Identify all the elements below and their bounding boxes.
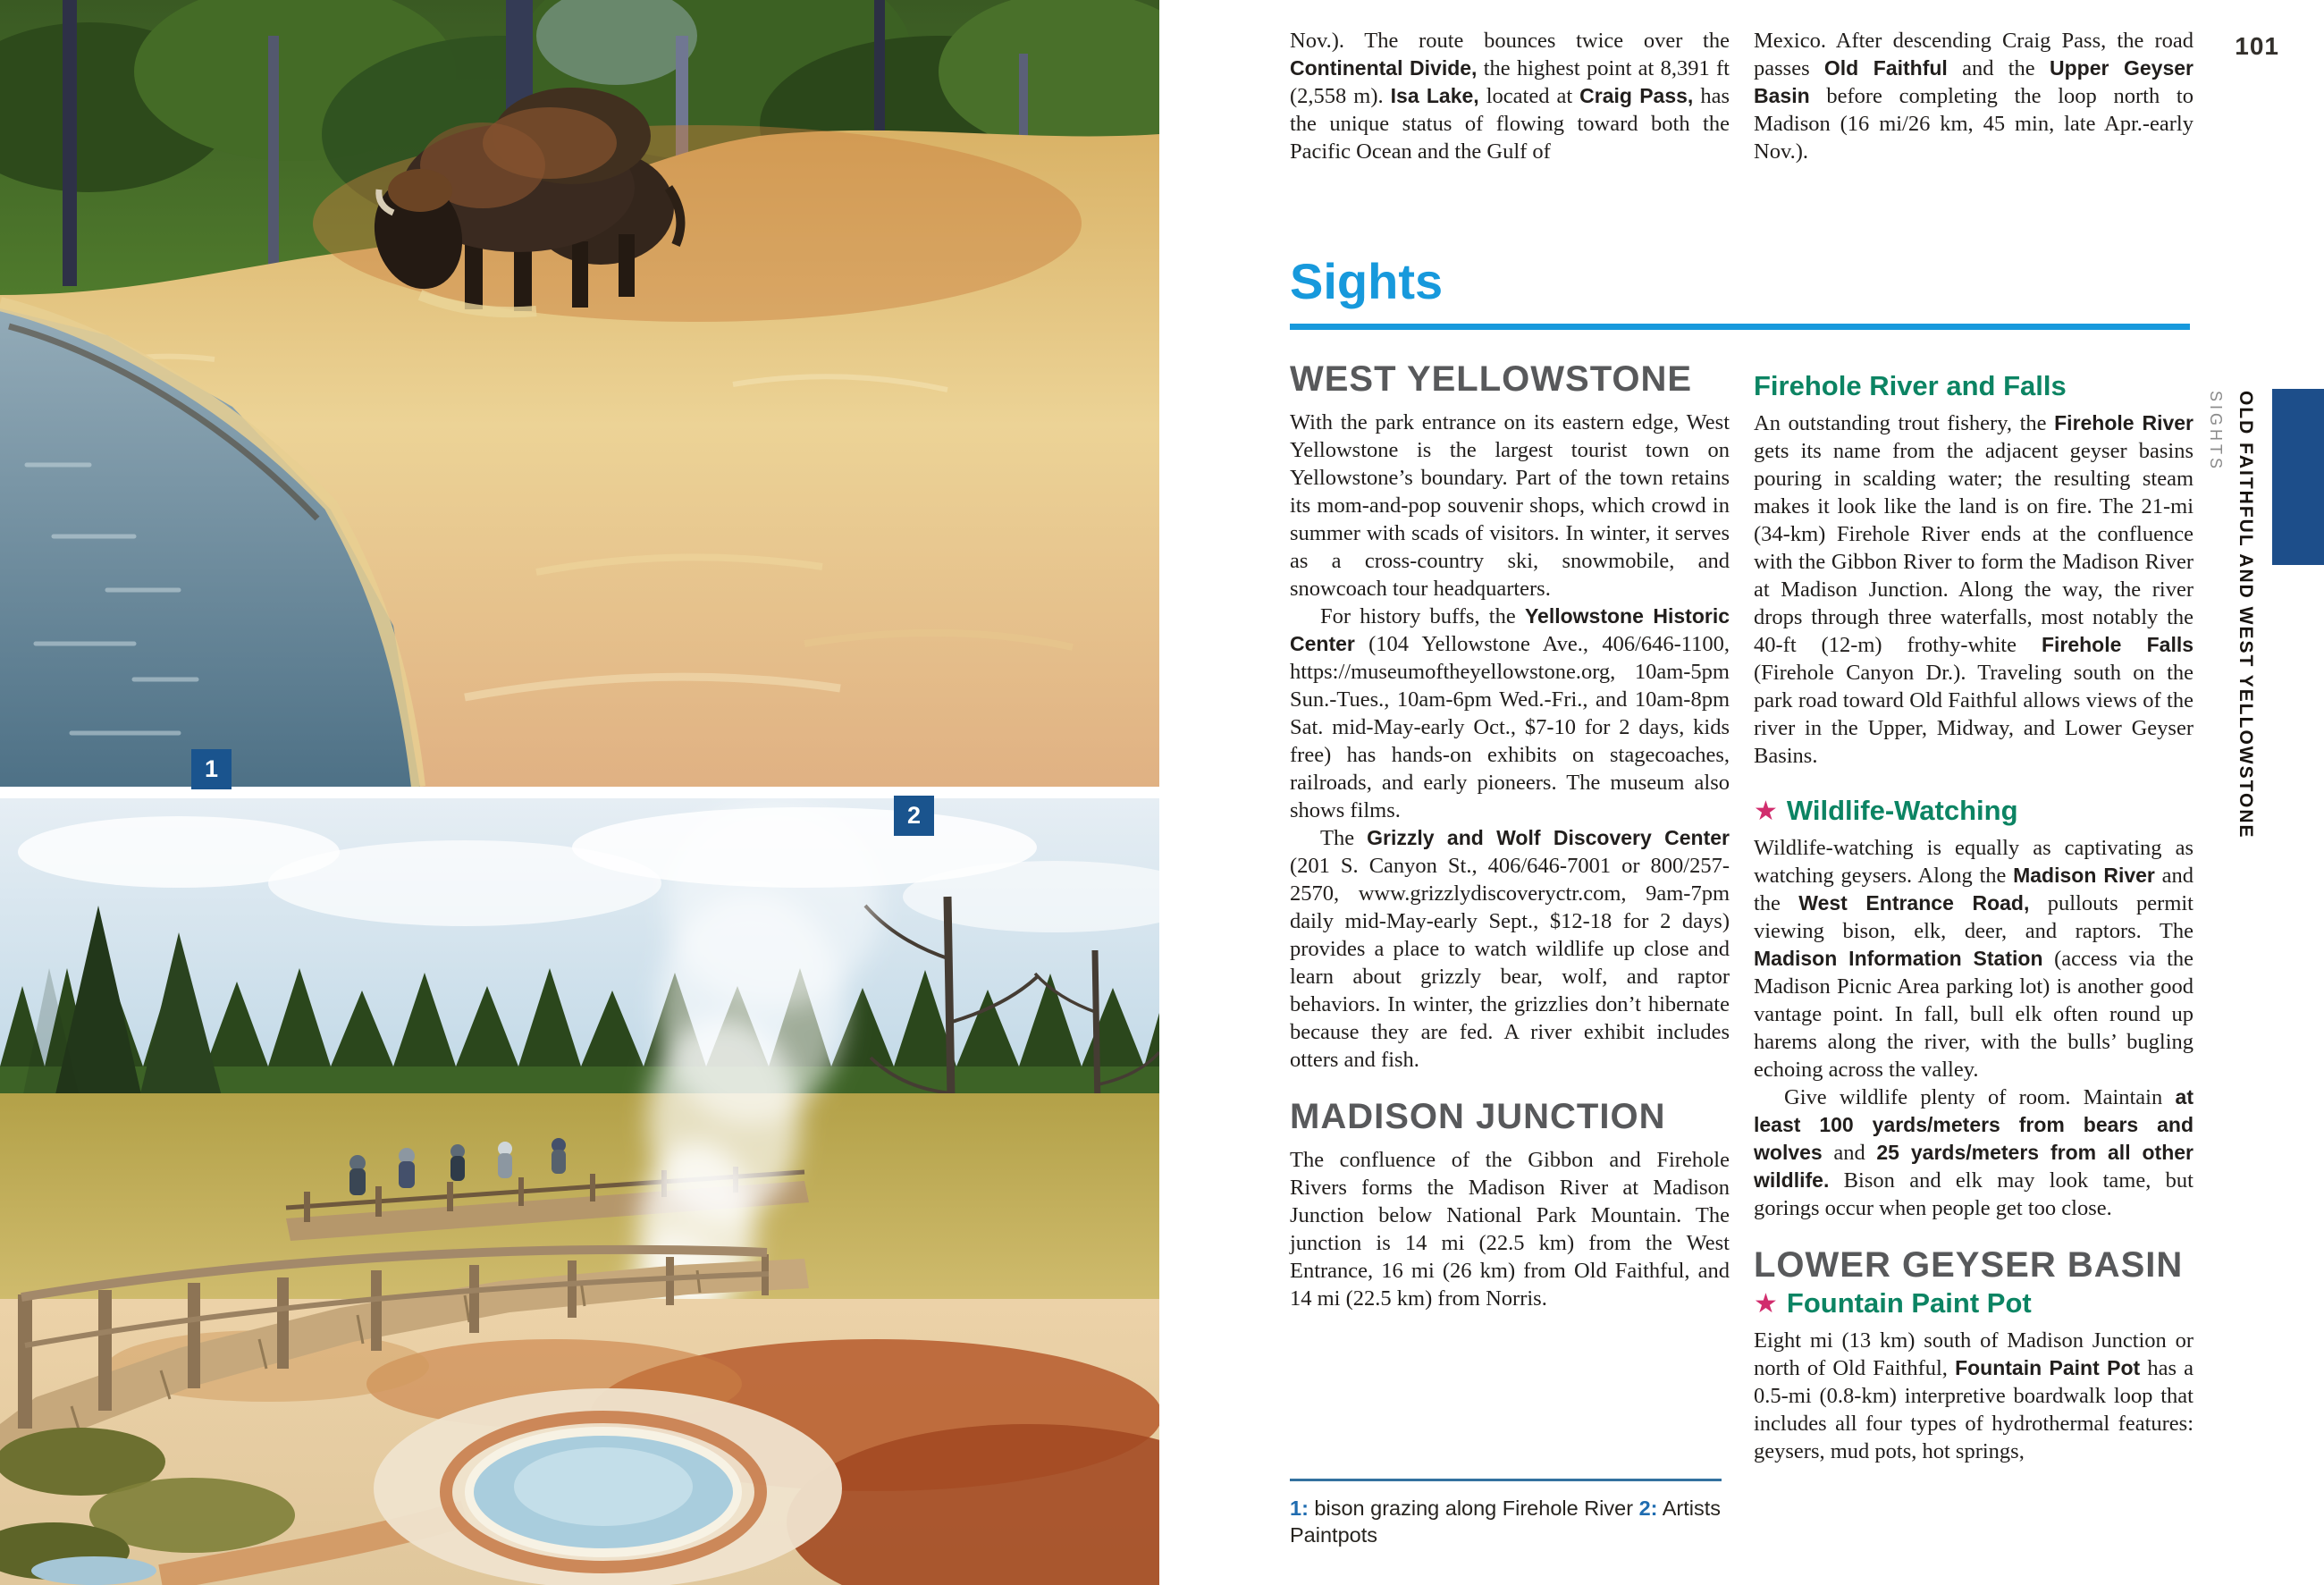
photo-2-badge-number: 2 <box>906 802 922 829</box>
photo-1-illustration <box>0 0 1159 787</box>
intro-text-col1: Nov.). The route bounces twice over the Continental Divide, the highest point at 8,391 ft (2,558 m). Isa Lake, located at Craig Pass, has the unique status of flowing toward both the Pacific Ocean and the Gulf of <box>1290 29 1730 164</box>
heading-wildlife-watching <box>1754 795 2193 827</box>
caption-number-1: 1: <box>1290 1496 1309 1520</box>
caption-number-2: 2: <box>1638 1496 1658 1520</box>
sights-section-title: Sights <box>1290 253 1444 309</box>
fountain-paint-pot-label: Fountain Paint Pot <box>1786 1287 2032 1319</box>
photo-1-badge <box>191 749 232 789</box>
west-yellowstone-paragraph-1: With the park entrance on its eastern edge, West Yellowstone is the largest tourist town on Yellowstone’s boundary. Part of the town retains its mom-and-pop souvenir shops, which crowd in summer with scads of visitors. In winter, it serves as a cross-country ski, snowmobile, and snowcoach tour headquarters. <box>1290 410 1730 601</box>
west-yellowstone-paragraph-3: The Grizzly and Wolf Discovery Center (201 S. Canyon St., 406/646-7001 or 800/257-2570, www.grizzlydiscoveryctr.com, 9am-7pm daily mid-May-early Sept., $12-18 for 2 days) provides a place to watch wildlife up close and learn about grizzly bear, wolf, and raptor behaviors. In winter, the grizzlies don’t hibernate because they are fed. A river exhibit includes otters and fish. <box>1290 826 1730 1072</box>
wildlife-paragraph-1: Wildlife-watching is equally as captivating as watching geysers. Along the Madison River and the West Entrance Road, pullouts permit viewing bison, elk, deer, and raptors. The Madison Information Station (access via the Madison Picnic Area parking lot) is another good vantage point. In fall, bull elk often round up harems along the river, with the bulls’ bugling echoing across the valley. <box>1754 836 2193 1082</box>
sidebar-chapter-title: OLD FAITHFUL AND WEST YELLOWSTONE <box>2236 391 2256 839</box>
photo-bison-firehole-river <box>0 0 1159 787</box>
photo-1-badge-number: 1 <box>204 755 219 782</box>
heading-fountain-paint-pot <box>1754 1287 2193 1319</box>
photo-2-badge <box>894 796 934 836</box>
page-number: 101 <box>2235 32 2279 60</box>
caption-text-1: bison grazing along Firehole River <box>1308 1496 1639 1520</box>
meadow <box>0 1093 1159 1299</box>
sidebar-section-label: SIGHTS <box>2207 391 2225 473</box>
hot-spring-pool <box>374 1388 842 1585</box>
star-icon: ★ <box>1754 796 1778 827</box>
intro-paragraph-col2 <box>1754 27 2193 165</box>
wildlife-paragraph-2: Give wildlife plenty of room. Maintain at least 100 yards/meters from bears and wolves and 25 yards/meters from all other wildlife. Bison and elk may look tame, but gorings occur when people get too close. <box>1754 1085 2193 1220</box>
heading-west-yellowstone: WEST YELLOWSTONE <box>1290 359 1693 399</box>
column-2 <box>1754 370 2193 1465</box>
chapter-tab <box>2272 389 2324 565</box>
photo-artists-paintpots <box>0 798 1159 1585</box>
photo-2-illustration <box>0 798 1159 1585</box>
sights-title-rule <box>1290 324 2190 330</box>
fountain-paragraph: Eight mi (13 km) south of Madison Junction or north of Old Faithful, Fountain Paint Pot has a 0.5-mi (0.8-km) interpretive boardwalk loop that includes all four types of hydrothermal features: geysers, mud pots, hot springs, <box>1754 1328 2193 1463</box>
caption-text-2: Artists Paintpots <box>1290 1496 1721 1547</box>
wildlife-watching-label: Wildlife-Watching <box>1786 795 2018 826</box>
heading-firehole-river-and-falls: Firehole River and Falls <box>1754 370 2067 401</box>
firehole-paragraph: An outstanding trout fishery, the Firehole River gets its name from the adjacent geyser basins pouring in scalding water; the resulting steam makes it look like the land is on fire. The 21-mi (34-km) Firehole River ends at the confluence with the Gibbon River to form the Madison River at Madison Junction. Along the way, the river drops through three waterfalls, most notably the 40-ft (12-m) frothy-white Firehole Falls (Firehole Canyon Dr.). Traveling south on the park road toward Old Faithful allows views of the river in the Upper, Midway, and Lower Geyser Basins. <box>1754 411 2194 768</box>
caption-divider-rule <box>1290 1479 1722 1481</box>
madison-junction-paragraph: The confluence of the Gibbon and Firehole Rivers forms the Madison River at Madison Junction below National Park Mountain. The junction is 14 mi (22.5 km) from the West Entrance, 16 mi (26 km) from Old Faithful, and 14 mi (22.5 km) from Norris. <box>1290 1148 1730 1311</box>
star-icon: ★ <box>1754 1288 1778 1319</box>
column-1 <box>1290 359 1730 1312</box>
intro-paragraph-col1 <box>1290 27 1730 165</box>
intro-text-col2: Mexico. After descending Craig Pass, the road passes Old Faithful and the Upper Geyser Basin before completing the loop north to Madison (16 mi/26 km, 45 min, late Apr.-early Nov.). <box>1754 29 2193 164</box>
heading-madison-junction: MADISON JUNCTION <box>1290 1097 1666 1136</box>
photo-caption <box>1290 1495 1730 1548</box>
heading-lower-geyser-basin: LOWER GEYSER BASIN <box>1754 1245 2184 1285</box>
west-yellowstone-paragraph-2: For history buffs, the Yellowstone Historic Center (104 Yellowstone Ave., 406/646-1100, https://museumoftheyellowstone.org, 10am-5pm Sun.-Tues., 10am-6pm Wed.-Fri., and 10am-8pm Sat. mid-May-early Oct., $7-10 for 2 days, kids free) has hands-on exhibits on stagecoaches, railroads, and early pioneers. The museum also shows films. <box>1290 604 1730 822</box>
